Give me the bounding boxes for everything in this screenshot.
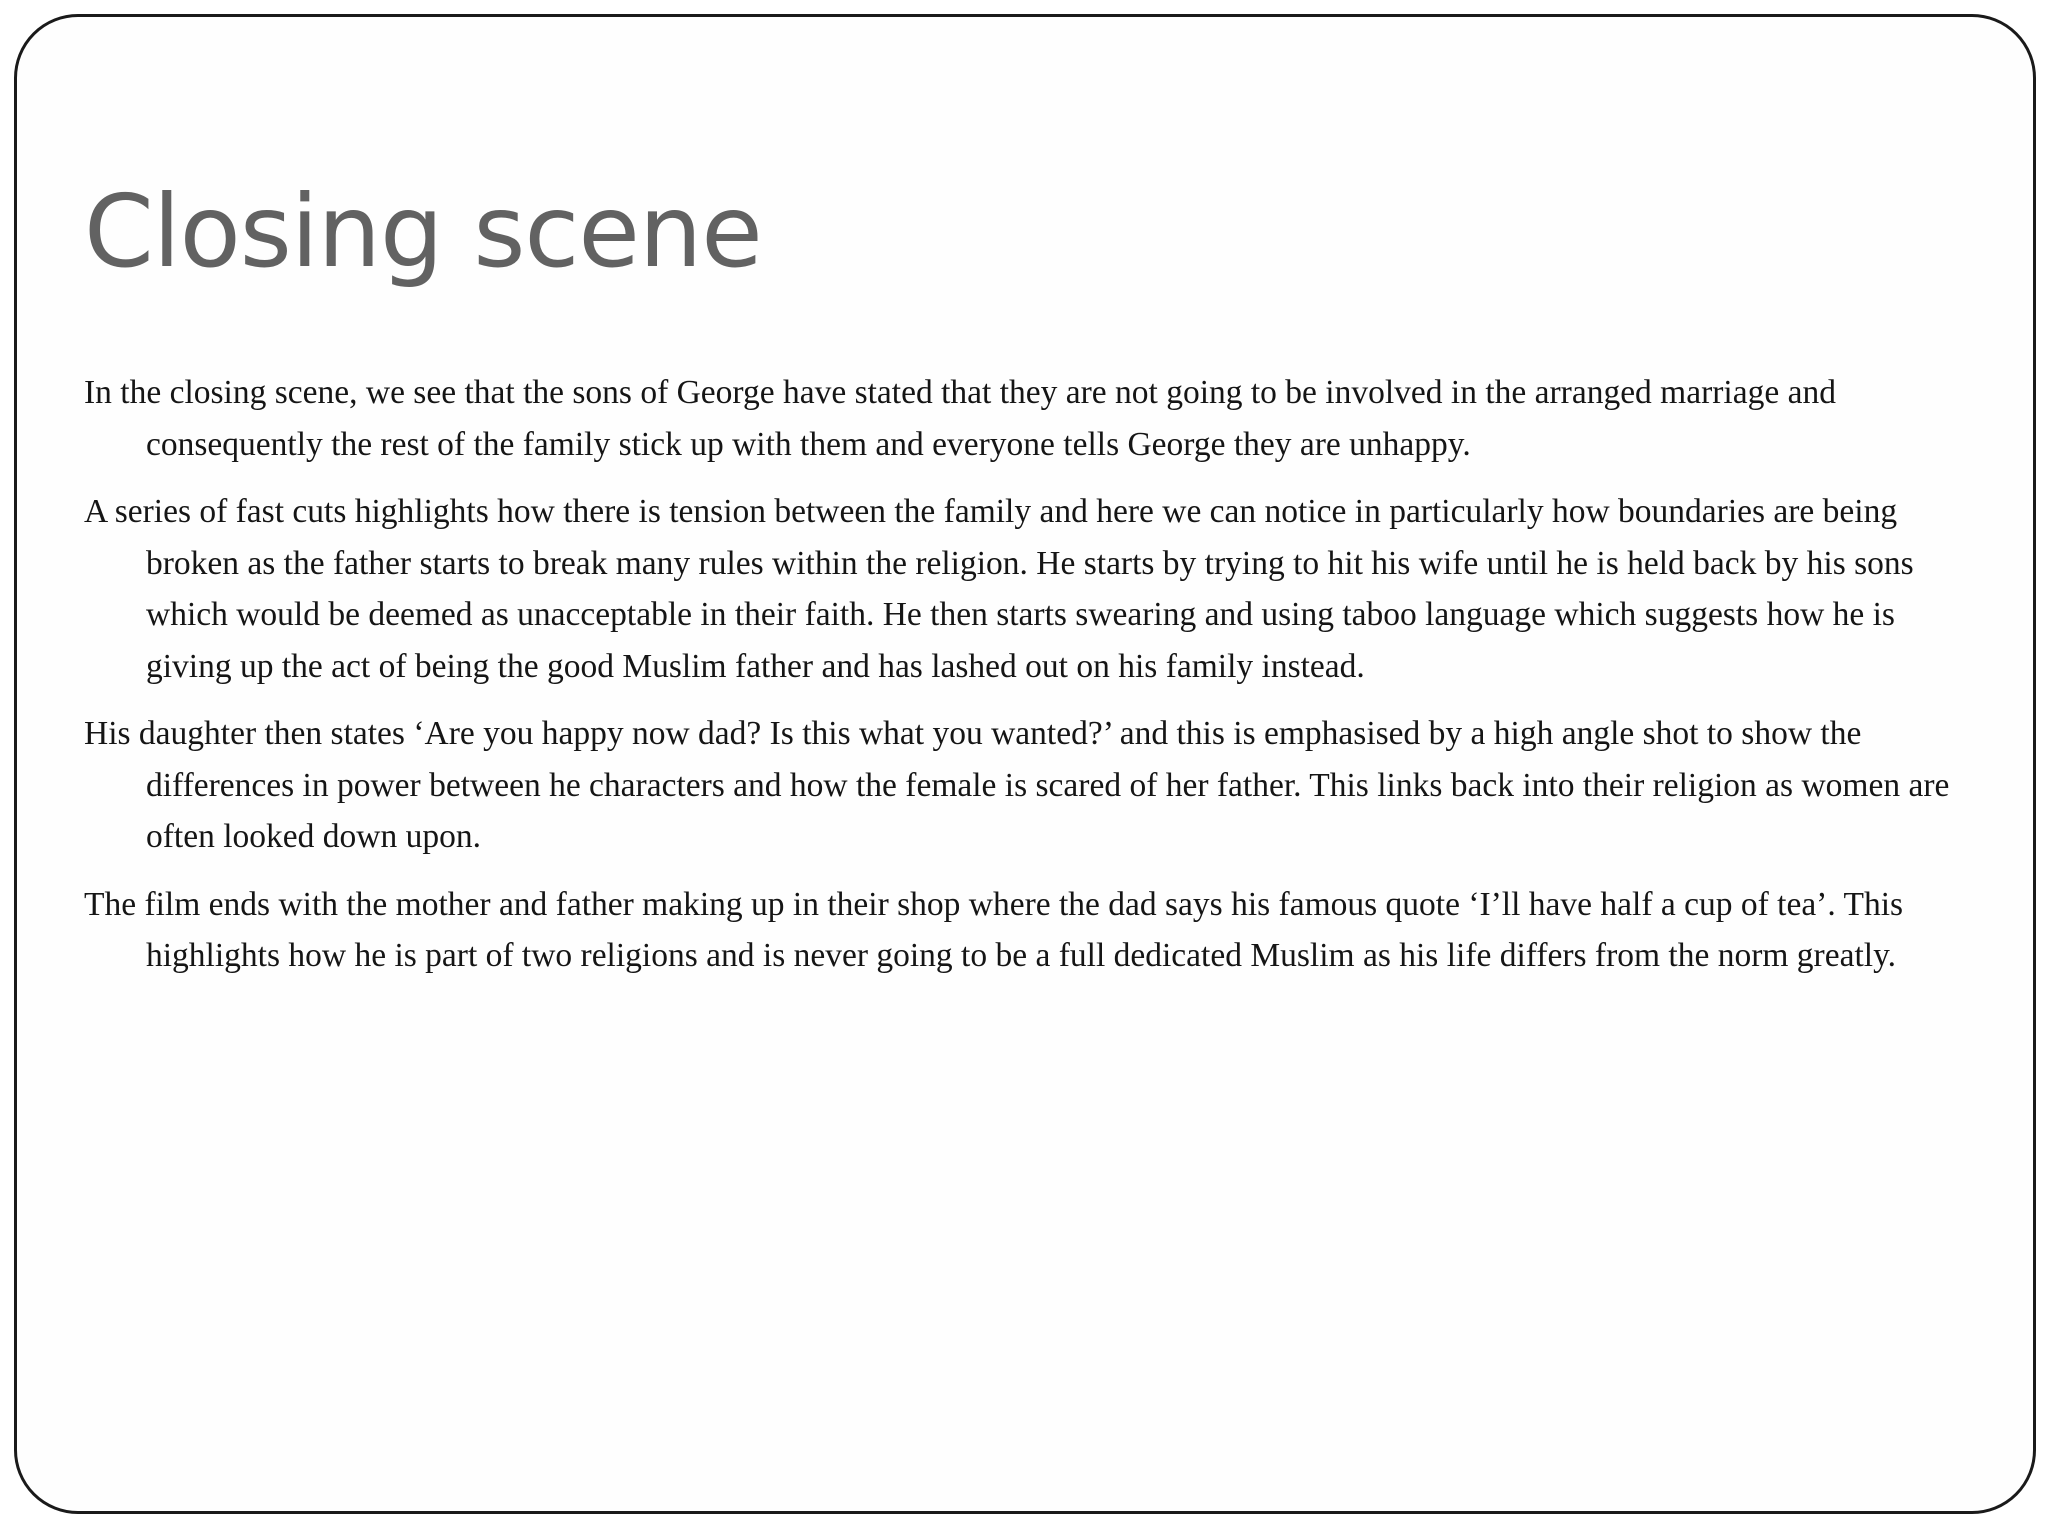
body-paragraph-4: The film ends with the mother and father making up in their shop where the dad says his famous quote ‘I’ll have half a cup of tea’. This highlights how he is part of two religions and is never going to be a full dedicated Muslim as his life differs from the norm greatly. <box>84 885 1904 974</box>
body-paragraph-2: A series of fast cuts highlights how there is tension between the family and here we can notice in particularly how boundaries are being broken as the father starts to break many rules within the religion. He starts by trying to hit his wife until he is held back by his sons which would be deemed as unacceptable in their faith. He then starts swearing and using taboo language which suggests how he is giving up the act of being the good Muslim father and has lashed out on his family instead. <box>84 493 1914 685</box>
body-paragraph-1: In the closing scene, we see that the sons of George have stated that they are not going to be involved in the arranged marriage and consequently the rest of the family stick up with them and everyone tells George they are unhappy. <box>84 374 1836 463</box>
body-paragraph-3: His daughter then states ‘Are you happy now dad? Is this what you wanted?’ and this is emphasised by a high angle shot to show the differences in power between he characters and how the female is scared of her father. This links back into their religion as women are often looked down upon. <box>84 715 1950 855</box>
slide-body <box>84 367 1984 998</box>
slide-title: Closing scene <box>84 173 762 290</box>
